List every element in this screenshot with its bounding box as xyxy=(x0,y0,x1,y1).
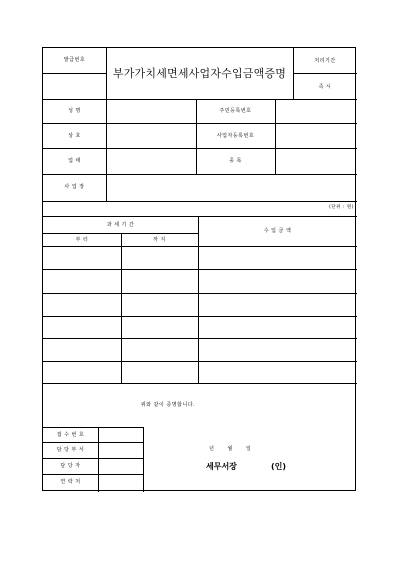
business-place-label: 사 업 장 xyxy=(64,184,85,190)
name-field[interactable] xyxy=(107,100,196,123)
resident-no-field[interactable] xyxy=(276,100,357,123)
business-type-field[interactable] xyxy=(107,149,196,174)
table-row-2-amount[interactable] xyxy=(199,270,357,293)
to-header: 까 지 xyxy=(153,237,166,243)
issue-no-label: 발급번호 xyxy=(63,57,86,63)
resident-no-label: 주민등록번호 xyxy=(219,108,252,114)
table-row-3-from[interactable] xyxy=(43,294,121,316)
table-row-1-from[interactable] xyxy=(43,247,121,269)
receipt-no-label: 접 수 번 호 xyxy=(56,432,85,438)
contact-label: 연 락 처 xyxy=(60,479,81,485)
processing-period-label: 처리기간 xyxy=(314,58,336,64)
divider xyxy=(43,216,357,217)
receipt-no-field[interactable] xyxy=(99,428,143,442)
table-row-5-amount[interactable] xyxy=(199,339,357,361)
from-header: 부 터 xyxy=(75,237,89,243)
item-field[interactable] xyxy=(276,149,357,174)
table-row-1-amount[interactable] xyxy=(199,247,357,269)
item-label: 종 목 xyxy=(229,158,242,164)
processing-period-value: 즉 시 xyxy=(318,84,332,90)
table-row-2-to[interactable] xyxy=(122,270,198,293)
divider xyxy=(43,383,357,384)
period-header: 과 세 기 간 xyxy=(106,222,135,228)
business-no-label: 사업자등록번호 xyxy=(216,133,255,139)
officer-field[interactable] xyxy=(99,459,143,474)
trade-name-label: 상 호 xyxy=(68,133,81,139)
table-row-2-from[interactable] xyxy=(43,270,121,293)
chief-label: 세무서장 xyxy=(206,462,237,471)
unit-note: (단위 : 원) xyxy=(329,205,354,210)
business-place-field[interactable] xyxy=(107,175,357,201)
table-row-6-amount[interactable] xyxy=(199,362,357,383)
table-row-4-to[interactable] xyxy=(122,317,198,338)
trade-name-field[interactable] xyxy=(107,124,196,148)
table-row-3-to[interactable] xyxy=(122,294,198,316)
table-row-4-from[interactable] xyxy=(43,317,121,338)
business-no-field[interactable] xyxy=(276,124,357,148)
page-title: 부가가치세면세사업자수입금액증명 xyxy=(112,67,287,80)
table-row-6-to[interactable] xyxy=(122,362,198,383)
name-label: 성 명 xyxy=(68,108,81,114)
certificate-form xyxy=(42,47,356,491)
table-row-5-from[interactable] xyxy=(43,339,121,361)
certify-text: 위와 같이 증명합니다. xyxy=(140,402,196,408)
table-row-3-amount[interactable] xyxy=(199,294,357,316)
table-row-5-to[interactable] xyxy=(122,339,198,361)
seal-label: (인) xyxy=(271,462,287,471)
business-type-label: 업 태 xyxy=(68,158,81,164)
issue-no-field[interactable] xyxy=(43,74,106,99)
amount-header: 수 입 금 액 xyxy=(263,228,292,234)
divider xyxy=(293,73,357,74)
table-row-4-amount[interactable] xyxy=(199,317,357,338)
divider xyxy=(43,201,357,202)
contact-field[interactable] xyxy=(99,475,143,491)
officer-label: 담 당 자 xyxy=(60,463,81,469)
date-label: 년 월 일 xyxy=(209,446,257,452)
divider xyxy=(143,427,144,492)
table-row-6-from[interactable] xyxy=(43,362,121,383)
table-row-1-to[interactable] xyxy=(122,247,198,269)
staff-field[interactable] xyxy=(99,443,143,458)
staff-label: 담 당 부 서 xyxy=(56,447,85,453)
